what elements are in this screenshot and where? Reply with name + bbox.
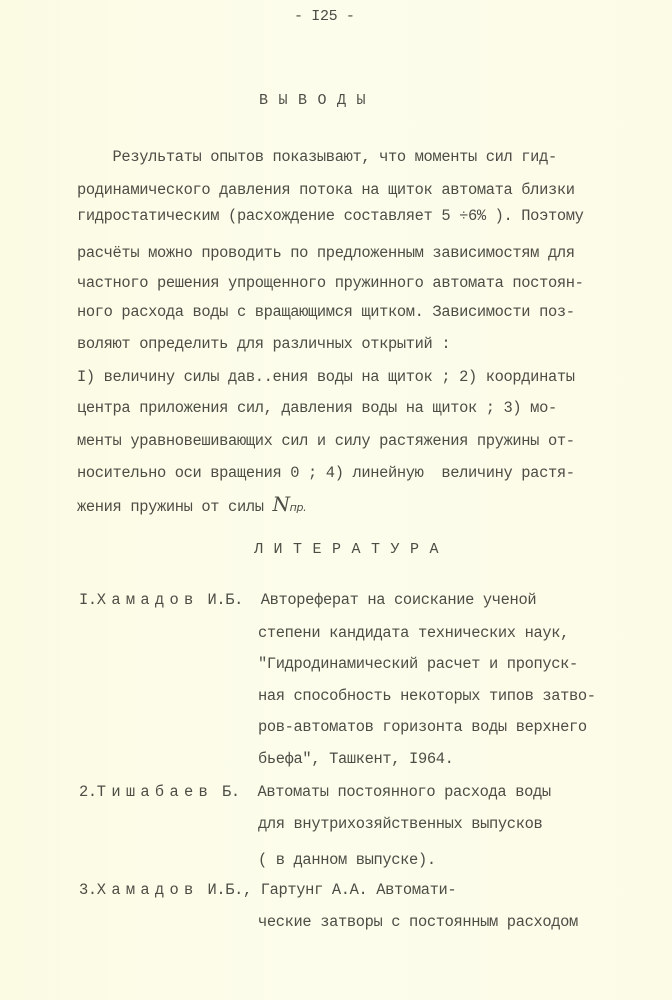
body-line: ного расхода воды с вращающимся щитком. Зависимости поз-: [77, 303, 575, 321]
reference-author: Тишабаев: [96, 783, 214, 801]
reference-continuation: для внутрихозяйственных выпусков: [258, 815, 543, 833]
body-line: расчёты можно проводить по предложенным зависимостям для: [77, 244, 575, 262]
reference-continuation: ная способность некоторых типов затво-: [258, 687, 596, 705]
body-line: центра приложения сил, давления воды на щиток ; 3) мо-: [77, 399, 557, 417]
body-line: гидростатическим (расхождение составляет 5 ÷6% ). Поэтому: [77, 207, 584, 225]
literature-heading: ЛИТЕРАТУРА: [254, 541, 450, 558]
body-line: воляют определить для различных открытий :: [77, 335, 451, 353]
body-line: менты уравновешивающих сил и силу растяжения пружины от-: [77, 432, 575, 450]
reference-number: I.: [79, 591, 97, 609]
reference-continuation: "Гидродинамический расчет и пропуск-: [258, 655, 578, 673]
body-line: родинамического давления потока на щиток автомата близки: [77, 181, 575, 199]
reference-first-line: [79, 880, 456, 900]
reference-first-line: [79, 782, 551, 802]
body-line: I) величину силы дав..ения воды на щиток ; 2) координаты: [77, 368, 575, 386]
body-line-text: жения пружины от силы: [77, 498, 273, 516]
reference-continuation: ( в данном выпуске).: [258, 851, 436, 869]
reference-text: И.Б., Гартунг А.А. Автомати-: [207, 881, 457, 899]
reference-text: И.Б. Автореферат на соискание ученой: [207, 591, 537, 609]
spring-force-formula: [272, 492, 307, 516]
reference-number: 2.: [79, 783, 97, 801]
body-line: частного решения упрощенного пружинного автомата постоян-: [77, 274, 584, 292]
reference-continuation: ческие затворы с постоянным расходом: [258, 913, 578, 931]
body-line: носительно оси вращения 0 ; 4) линейную величину растя-: [77, 464, 575, 482]
reference-continuation: степени кандидата технических наук,: [258, 624, 570, 642]
formula-symbol: N: [272, 492, 290, 516]
conclusions-heading: ВЫВОДЫ: [259, 92, 377, 109]
reference-continuation: ров-автоматов горизонта воды верхнего: [258, 718, 587, 736]
formula-subscript: пр.: [289, 501, 307, 514]
reference-author: Хамадов: [96, 591, 199, 609]
page-number: - I25 -: [294, 8, 355, 25]
reference-first-line: [79, 590, 536, 610]
body-line: Результаты опытов показывают, что моменты сил гид-: [77, 148, 557, 166]
reference-continuation: бьефа", Ташкент, I964.: [258, 750, 454, 768]
reference-author: Хамадов: [96, 881, 199, 899]
body-line: [77, 494, 306, 518]
reference-number: 3.: [79, 881, 97, 899]
reference-text: Б. Автоматы постоянного расхода воды: [221, 783, 551, 801]
